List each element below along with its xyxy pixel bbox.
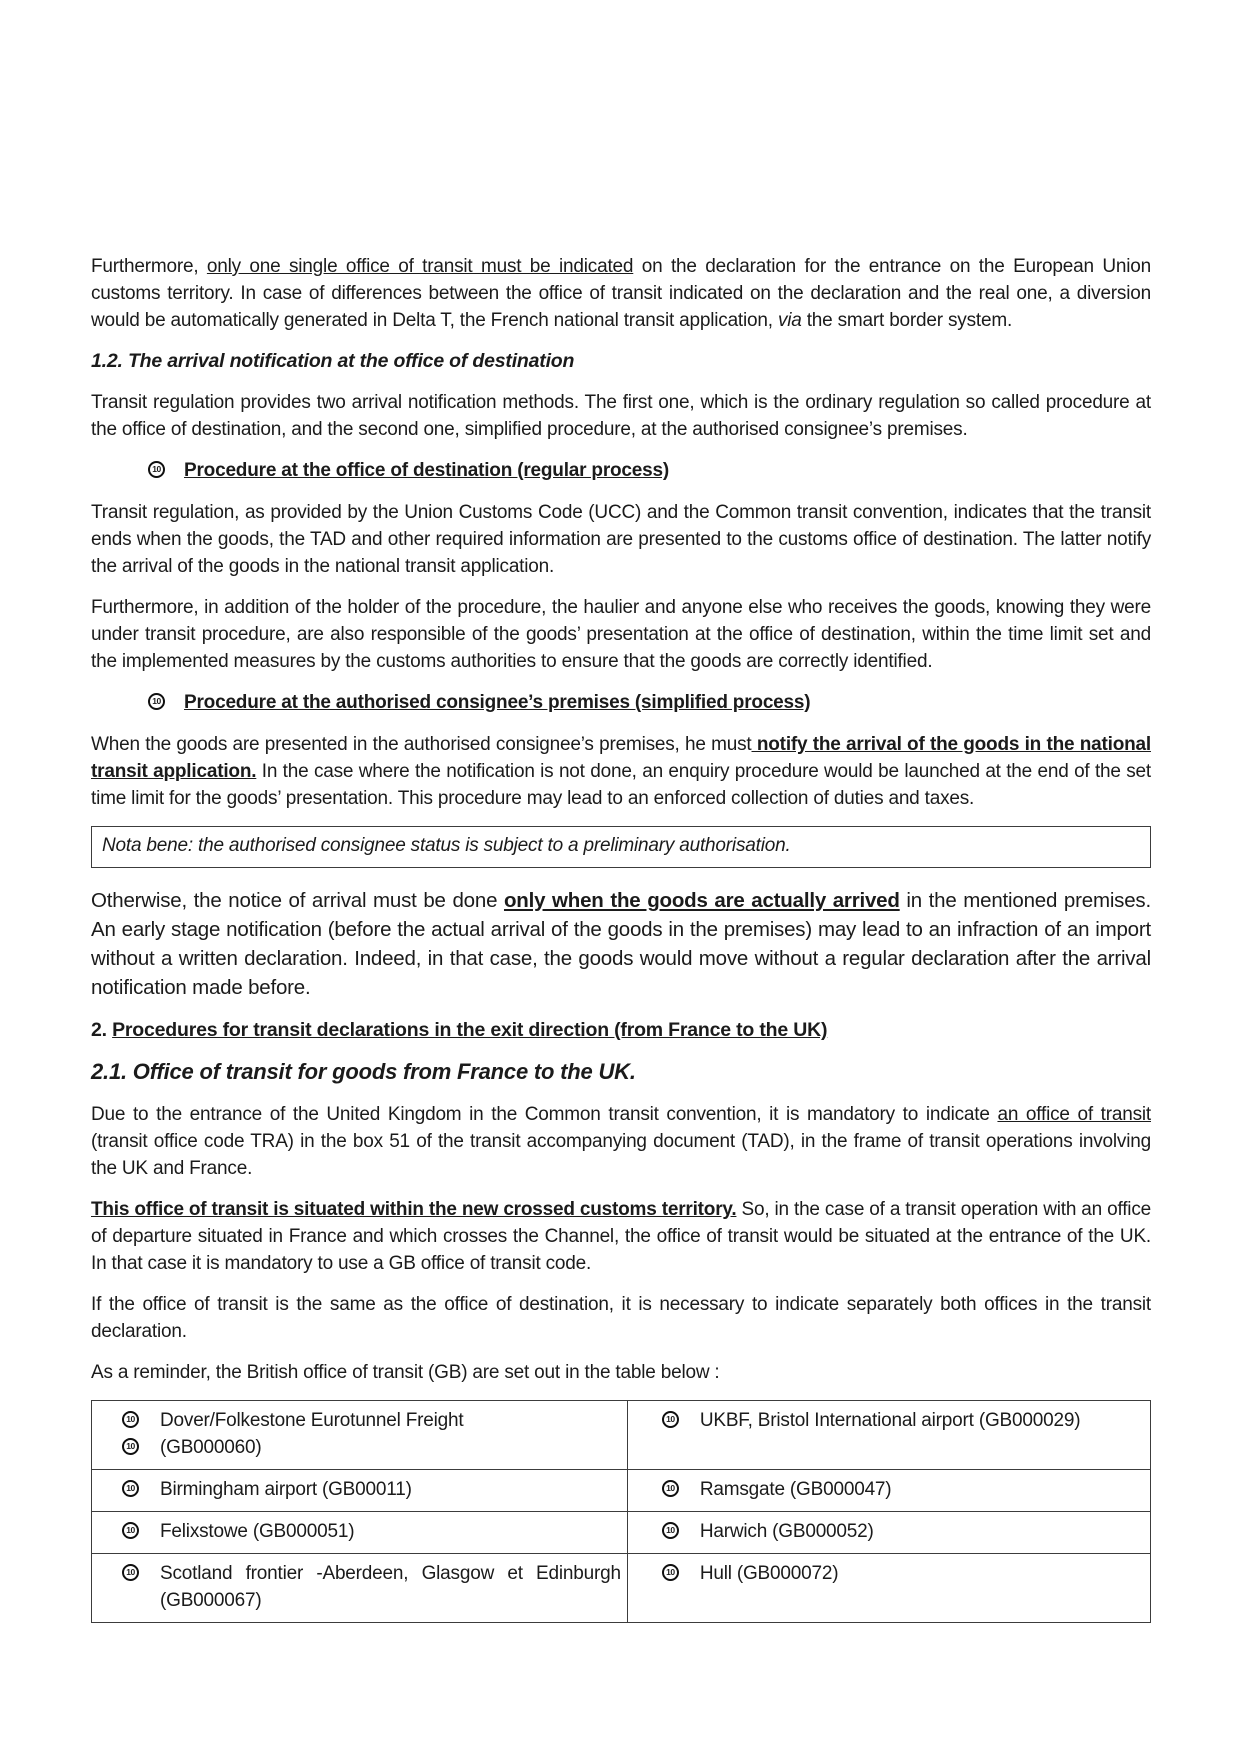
paragraph-arrival-notification-methods: Transit regulation provides two arrival notification methods. The first one, which is the ordinary regulation so called procedure at the office of destination, and the second one, simplified procedure, at the authorised consignee’s premises. [91,392,1151,440]
nota-bene-box [91,826,1151,868]
circled-ten-bullet-icon: 10 [662,1411,679,1428]
text-run: Furthermore, [91,256,207,277]
office-label: Hull (GB000072) [699,1563,839,1584]
circled-ten-bullet-icon: 10 [148,461,165,478]
paragraph-holder-haulier-responsibility: Furthermore, in addition of the holder of the procedure, the haulier and anyone else who receives the goods, knowing they were under transit procedure, are also responsible of the goods’ presentation at the office of destination, within the time limit set and the implemented measures by the customs authorities to ensure that the goods are correctly identified. [91,597,1151,672]
office-label: UKBF, Bristol International airport (GB000029) [699,1410,1081,1431]
list-item [92,1476,621,1503]
list-item [92,1434,621,1461]
text-run: So, in the case of a transit operation with an office of departure situated in France and which crosses the Channel, the office of transit would be situated at the entrance of the UK. In that case it is mandatory to use a GB office of transit code. [91,1199,1151,1274]
text-run: on the declaration for the entrance on the European Union customs territory. In case of differences between the office of transit indicated on the declaration and the real one, a diversion would be automatically generated in Delta T, the French national transit application, [91,256,1151,331]
paragraph-office-within-crossed-territory [91,1196,1151,1277]
section-2-1-heading: 2.1. Office of transit for goods from France to the UK. [91,1059,636,1084]
circled-ten-bullet-icon: 10 [122,1438,139,1455]
table-cell-hull [627,1554,1150,1623]
section-number: 2. [91,1019,113,1041]
bold-underlined-text-run: notify the arrival of the goods in the national transit application. [91,734,1151,782]
text-run: Due to the entrance of the United Kingdom in the Common transit convention, it is mandatory to indicate [91,1104,998,1125]
section-1-2-heading: 1.2. The arrival notification at the office of destination [91,350,575,372]
circled-ten-bullet-icon: 10 [122,1522,139,1539]
table-row [92,1470,1151,1512]
text-run: When the goods are presented in the authorised consignee’s premises, he must [91,734,752,755]
list-item [628,1560,1144,1587]
section-2-heading [91,1017,1151,1044]
paragraph-due-to-entrance [91,1101,1151,1182]
circled-ten-bullet-icon: 10 [122,1411,139,1428]
table-row [92,1512,1151,1554]
text-run: (transit office code TRA) in the box 51 of the transit accompanying document (TAD), in the frame of transit operations involving the UK and France. [91,1131,1151,1179]
table-cell-birmingham [92,1470,628,1512]
paragraph-transit-ends: Transit regulation, as provided by the Union Customs Code (UCC) and the Common transit convention, indicates that the transit ends when the goods, the TAD and other required information are presented to the customs office of destination. The latter notify the arrival of the goods in the national transit application. [91,502,1151,577]
list-item [628,1518,1144,1545]
text-run: the smart border system. [801,310,1013,331]
list-item [628,1407,1144,1434]
office-label: Dover/Folkestone Eurotunnel Freight [160,1410,464,1431]
office-label: (GB000060) [160,1437,262,1458]
bullet-heading-simplified-process [91,689,1151,716]
circled-ten-bullet-icon: 10 [662,1522,679,1539]
table-cell-dover [92,1401,628,1470]
text-run: in the mentioned premises. An early stage notification (before the actual arrival of the goods in the premises) may lead to an infraction of an import without a written declaration. Indeed, in that case, the goods would move without a regular declaration after the arrival notification made before. [91,889,1151,999]
table-row [92,1554,1151,1623]
list-item [92,1560,621,1614]
paragraph-authorised-consignee-premises [91,731,1151,812]
italic-text-run: via [777,310,802,331]
transit-offices-table [91,1400,1151,1623]
list-item [628,1476,1144,1503]
circled-ten-bullet-icon: 10 [122,1480,139,1497]
section-title: Procedures for transit declarations in the exit direction (from France to the UK) [112,1019,828,1041]
list-item [92,1518,621,1545]
text-run: Otherwise, the notice of arrival must be done [91,889,504,912]
office-label: Ramsgate (GB000047) [699,1479,892,1500]
bullet-heading-label: Procedure at the office of destination (regular process) [184,460,670,481]
circled-ten-bullet-icon: 10 [662,1564,679,1581]
paragraph-single-office-of-transit [91,253,1151,334]
office-label: Scotland frontier -Aberdeen, Glasgow et Edinburgh (GB000067) [160,1563,621,1611]
table-cell-ukbf-bristol [627,1401,1150,1470]
office-label: Birmingham airport (GB00011) [160,1479,412,1500]
office-label: Harwich (GB000052) [699,1521,874,1542]
circled-ten-bullet-icon: 10 [662,1480,679,1497]
bold-underlined-text-run: only when the goods are actually arrived [503,889,900,912]
circled-ten-bullet-icon: 10 [148,693,165,710]
table-cell-felixstowe [92,1512,628,1554]
underlined-text-run: only one single office of transit must be indicated [206,256,634,277]
table-cell-harwich [627,1512,1150,1554]
circled-ten-bullet-icon: 10 [122,1564,139,1581]
underlined-text-run: an office of transit [997,1104,1151,1125]
list-item [92,1407,621,1434]
bold-underlined-text-run: This office of transit is situated within the new crossed customs territory. [91,1199,737,1220]
paragraph-same-office: If the office of transit is the same as the office of destination, it is necessary to indicate separately both offices in the transit declaration. [91,1294,1151,1342]
nota-bene-text: Nota bene: the authorised consignee status is subject to a preliminary authorisation. [102,835,791,856]
paragraph-reminder-table-intro: As a reminder, the British office of transit (GB) are set out in the table below : [91,1362,720,1383]
text-run: In the case where the notification is not done, an enquiry procedure would be launched at the end of the set time limit for the goods’ presentation. This procedure may lead to an enforced collection of duties and taxes. [91,761,1152,809]
table-cell-scotland [92,1554,628,1623]
paragraph-otherwise-notice-of-arrival [91,886,1151,1002]
office-label: Felixstowe (GB000051) [160,1521,355,1542]
table-cell-ramsgate [627,1470,1150,1512]
bullet-heading-label: Procedure at the authorised consignee’s premises (simplified process) [184,692,811,713]
table-row [92,1401,1151,1470]
bullet-heading-regular-process [91,457,1151,484]
